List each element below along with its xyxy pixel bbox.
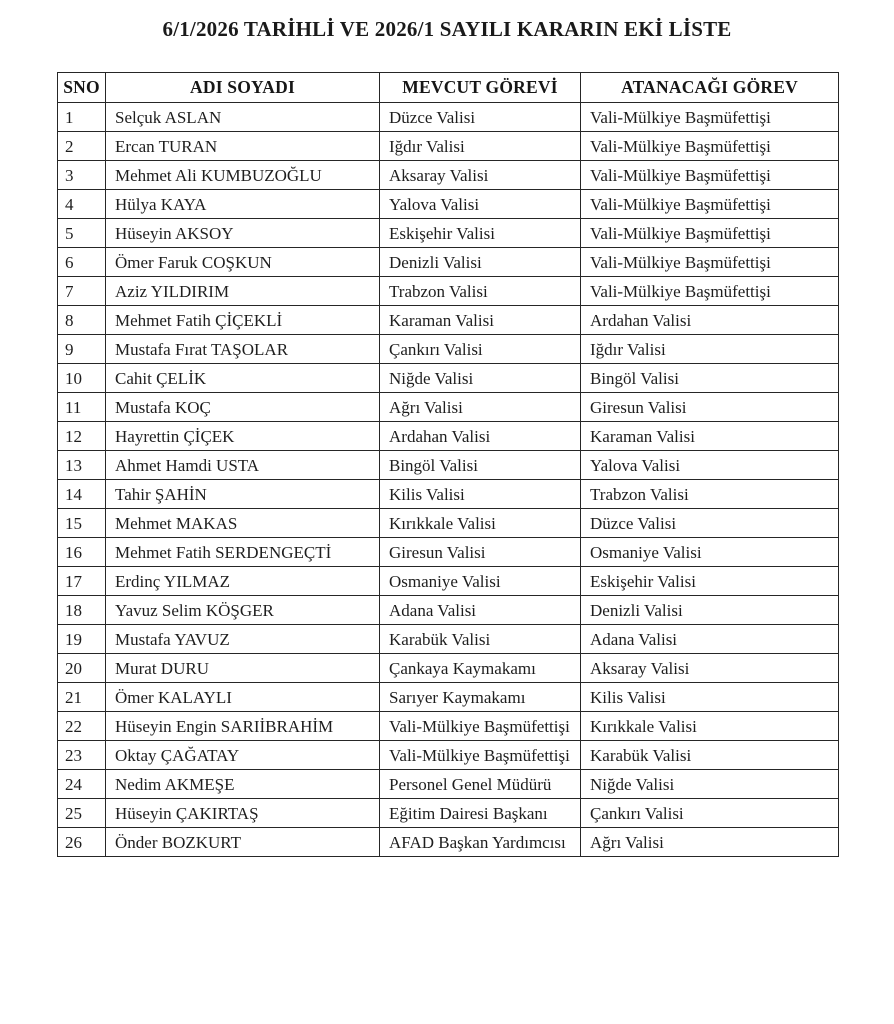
row-new-post: Karaman Valisi [581,422,839,451]
row-current-post: Denizli Valisi [380,248,581,277]
row-name: Mehmet Fatih SERDENGEÇTİ [106,538,380,567]
table-row [58,625,839,654]
row-sno: 12 [58,422,106,451]
table-row [58,654,839,683]
row-sno: 15 [58,509,106,538]
row-sno: 26 [58,828,106,857]
row-current-post: Karabük Valisi [380,625,581,654]
row-name: Oktay ÇAĞATAY [106,741,380,770]
table-row [58,364,839,393]
row-sno: 5 [58,219,106,248]
row-new-post: Kilis Valisi [581,683,839,712]
row-sno: 20 [58,654,106,683]
row-new-post: Aksaray Valisi [581,654,839,683]
table-body [58,103,839,857]
row-new-post: Yalova Valisi [581,451,839,480]
row-new-post: Çankırı Valisi [581,799,839,828]
table-row [58,393,839,422]
row-name: Mustafa Fırat TAŞOLAR [106,335,380,364]
row-sno: 18 [58,596,106,625]
row-new-post: Kırıkkale Valisi [581,712,839,741]
row-sno: 17 [58,567,106,596]
row-sno: 9 [58,335,106,364]
header-sno: SNO [58,73,106,103]
header-new-post: ATANACAĞI GÖREV [581,73,839,103]
row-current-post: Osmaniye Valisi [380,567,581,596]
table-row [58,103,839,132]
row-sno: 3 [58,161,106,190]
row-current-post: Ağrı Valisi [380,393,581,422]
row-current-post: Sarıyer Kaymakamı [380,683,581,712]
row-new-post: Niğde Valisi [581,770,839,799]
table-row [58,480,839,509]
row-current-post: Adana Valisi [380,596,581,625]
table-header [58,73,839,103]
table-row [58,451,839,480]
row-new-post: Eskişehir Valisi [581,567,839,596]
row-new-post: Ardahan Valisi [581,306,839,335]
row-current-post: AFAD Başkan Yardımcısı [380,828,581,857]
table-row [58,509,839,538]
row-sno: 13 [58,451,106,480]
row-sno: 6 [58,248,106,277]
row-current-post: Düzce Valisi [380,103,581,132]
row-current-post: Iğdır Valisi [380,132,581,161]
row-name: Aziz YILDIRIM [106,277,380,306]
row-new-post: Düzce Valisi [581,509,839,538]
row-new-post: Trabzon Valisi [581,480,839,509]
row-sno: 1 [58,103,106,132]
row-new-post: Osmaniye Valisi [581,538,839,567]
table-row [58,190,839,219]
row-name: Mehmet MAKAS [106,509,380,538]
row-new-post: Iğdır Valisi [581,335,839,364]
row-name: Cahit ÇELİK [106,364,380,393]
table-row [58,770,839,799]
row-current-post: Bingöl Valisi [380,451,581,480]
header-name: ADI SOYADI [106,73,380,103]
row-current-post: Aksaray Valisi [380,161,581,190]
row-current-post: Kırıkkale Valisi [380,509,581,538]
row-sno: 4 [58,190,106,219]
row-new-post: Vali-Mülkiye Başmüfettişi [581,161,839,190]
row-sno: 21 [58,683,106,712]
table-row [58,219,839,248]
row-current-post: Vali-Mülkiye Başmüfettişi [380,712,581,741]
row-new-post: Adana Valisi [581,625,839,654]
row-name: Mustafa YAVUZ [106,625,380,654]
row-name: Hülya KAYA [106,190,380,219]
row-name: Mehmet Fatih ÇİÇEKLİ [106,306,380,335]
table-row [58,683,839,712]
table-row [58,306,839,335]
row-new-post: Karabük Valisi [581,741,839,770]
table-row [58,248,839,277]
row-sno: 7 [58,277,106,306]
row-sno: 16 [58,538,106,567]
row-current-post: Kilis Valisi [380,480,581,509]
row-new-post: Vali-Mülkiye Başmüfettişi [581,132,839,161]
page-title: 6/1/2026 TARİHLİ VE 2026/1 SAYILI KARARIN EKİ LİSTE [162,17,732,41]
table-row [58,422,839,451]
row-current-post: Karaman Valisi [380,306,581,335]
row-current-post: Trabzon Valisi [380,277,581,306]
row-name: Selçuk ASLAN [106,103,380,132]
row-name: Tahir ŞAHİN [106,480,380,509]
row-current-post: Yalova Valisi [380,190,581,219]
row-new-post: Vali-Mülkiye Başmüfettişi [581,277,839,306]
table-row [58,335,839,364]
table-row [58,596,839,625]
table-row [58,828,839,857]
row-name: Mehmet Ali KUMBUZOĞLU [106,161,380,190]
row-current-post: Çankaya Kaymakamı [380,654,581,683]
table-row [58,538,839,567]
row-sno: 25 [58,799,106,828]
row-name: Hayrettin ÇİÇEK [106,422,380,451]
row-name: Murat DURU [106,654,380,683]
table-row [58,277,839,306]
row-current-post: Ardahan Valisi [380,422,581,451]
row-sno: 19 [58,625,106,654]
row-current-post: Eğitim Dairesi Başkanı [380,799,581,828]
row-new-post: Vali-Mülkiye Başmüfettişi [581,103,839,132]
row-current-post: Personel Genel Müdürü [380,770,581,799]
row-sno: 2 [58,132,106,161]
header-current-post: MEVCUT GÖREVİ [380,73,581,103]
row-sno: 24 [58,770,106,799]
row-current-post: Vali-Mülkiye Başmüfettişi [380,741,581,770]
table-row [58,161,839,190]
row-sno: 22 [58,712,106,741]
row-new-post: Vali-Mülkiye Başmüfettişi [581,248,839,277]
row-current-post: Niğde Valisi [380,364,581,393]
row-new-post: Bingöl Valisi [581,364,839,393]
row-name: Ömer Faruk COŞKUN [106,248,380,277]
table-row [58,712,839,741]
table-row [58,132,839,161]
row-name: Ahmet Hamdi USTA [106,451,380,480]
row-name: Ercan TURAN [106,132,380,161]
table-header-row [58,73,839,103]
row-new-post: Ağrı Valisi [581,828,839,857]
row-current-post: Çankırı Valisi [380,335,581,364]
row-new-post: Vali-Mülkiye Başmüfettişi [581,190,839,219]
row-sno: 8 [58,306,106,335]
row-name: Hüseyin ÇAKIRTAŞ [106,799,380,828]
table-row [58,799,839,828]
row-sno: 11 [58,393,106,422]
row-name: Erdinç YILMAZ [106,567,380,596]
row-sno: 14 [58,480,106,509]
appointments-table [57,72,839,857]
row-name: Hüseyin Engin SARIİBRAHİM [106,712,380,741]
row-name: Yavuz Selim KÖŞGER [106,596,380,625]
row-name: Hüseyin AKSOY [106,219,380,248]
row-current-post: Eskişehir Valisi [380,219,581,248]
row-name: Mustafa KOÇ [106,393,380,422]
row-name: Önder BOZKURT [106,828,380,857]
row-current-post: Giresun Valisi [380,538,581,567]
row-sno: 10 [58,364,106,393]
row-new-post: Vali-Mülkiye Başmüfettişi [581,219,839,248]
table-row [58,567,839,596]
table-row [58,741,839,770]
row-sno: 23 [58,741,106,770]
row-name: Nedim AKMEŞE [106,770,380,799]
row-name: Ömer KALAYLI [106,683,380,712]
row-new-post: Denizli Valisi [581,596,839,625]
row-new-post: Giresun Valisi [581,393,839,422]
